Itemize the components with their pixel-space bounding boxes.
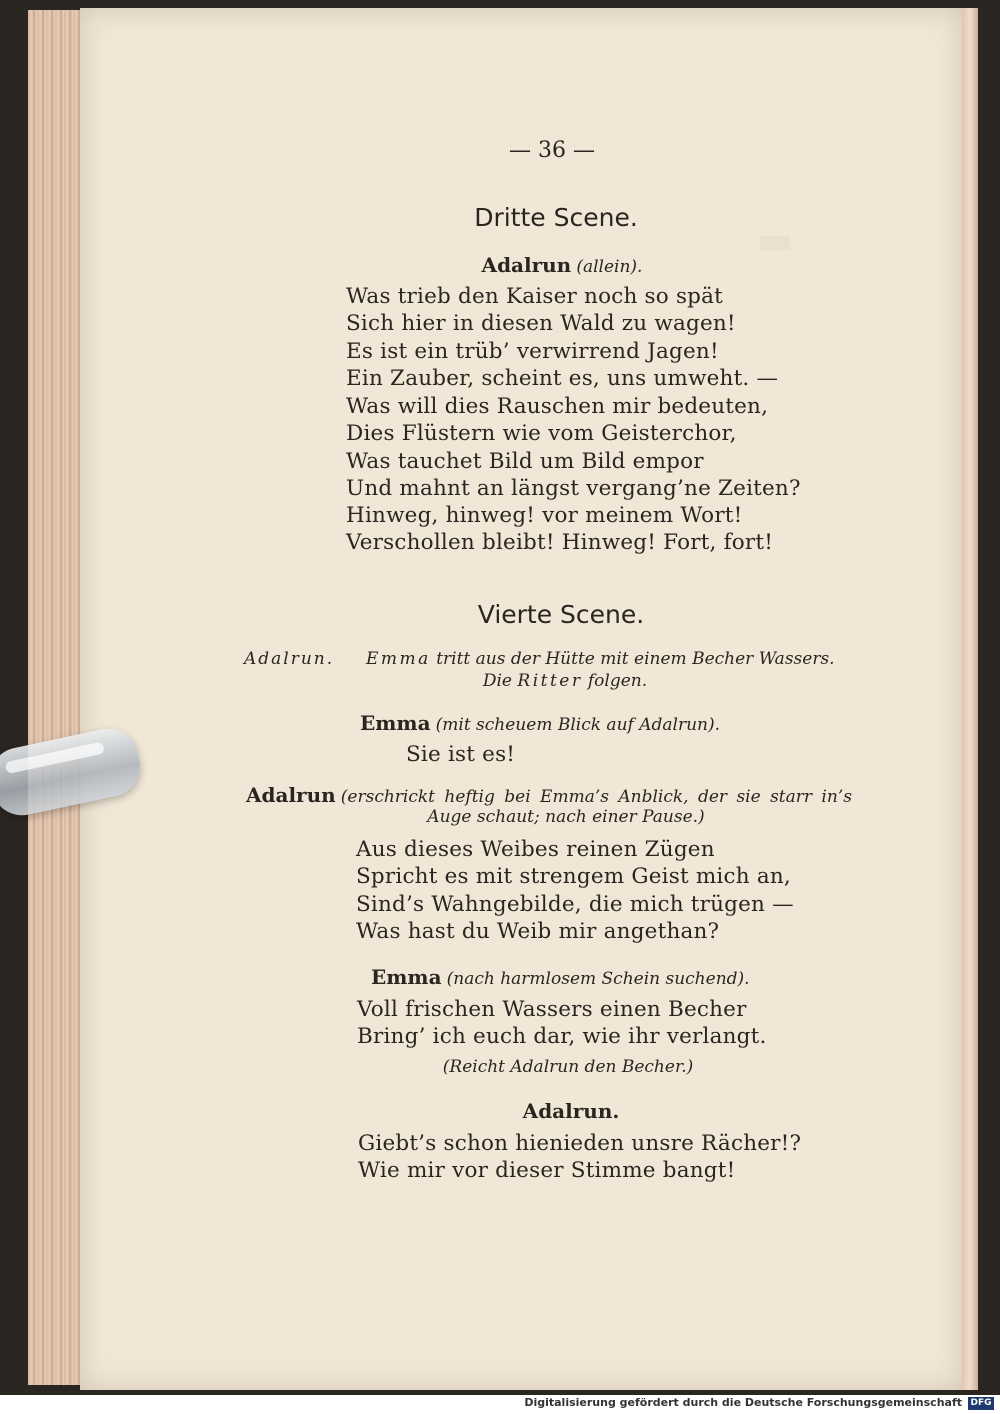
verse-line: Was tauchet Bild um Bild empor xyxy=(346,449,704,474)
verse-line: Spricht es mit strengem Geist mich an, xyxy=(356,864,791,889)
verse-line: Verschollen bleibt! Hinweg! Fort, fort! xyxy=(346,530,774,555)
verse-line: Bring’ ich euch dar, wie ihr verlangt. xyxy=(357,1024,767,1049)
verse-line: Und mahnt an längst vergang’ne Zeiten? xyxy=(346,476,801,501)
verse-line: Sind’s Wahngebilde, die mich trügen — xyxy=(356,892,794,917)
verse-line: Sie ist es! xyxy=(406,742,516,767)
verse-line: Wie mir vor dieser Stimme bangt! xyxy=(358,1158,736,1183)
clip-highlight xyxy=(5,742,105,775)
stage-direction-text: tritt aus der Hütte mit einem Becher Wassers. xyxy=(436,649,835,669)
verse-line: Was trieb den Kaiser noch so spät xyxy=(346,284,724,309)
verse-line: Ein Zauber, scheint es, uns umweht. — xyxy=(346,366,779,391)
scene-title-3: Dritte Scene. xyxy=(474,203,638,232)
footer-credit: Digitalisierung gefördert durch die Deutsche Forschungsgemeinschaft xyxy=(524,1396,962,1409)
stage-direction: (allein). xyxy=(576,257,643,277)
speaker-name: Adalrun xyxy=(246,783,336,807)
speaker-heading-emma xyxy=(360,711,720,735)
speaker-name: Emma xyxy=(371,965,442,989)
bleed-through xyxy=(760,236,790,250)
speaker-name: Emma xyxy=(360,711,431,735)
verse-line: Dies Flüstern wie vom Geisterchor, xyxy=(346,421,737,446)
stage-direction: (nach harmlosem Schein suchend). xyxy=(446,969,750,989)
stage-direction-text: Die xyxy=(482,671,512,691)
spaced-name: Emma xyxy=(366,649,431,669)
spaced-name: Ritter xyxy=(517,671,583,691)
speaker-name: Adalrun xyxy=(481,253,572,277)
speaker-heading-emma xyxy=(371,965,750,989)
verse-line: Aus dieses Weibes reinen Zügen xyxy=(356,837,715,862)
stage-direction-line-2 xyxy=(483,671,647,691)
stage-direction: (Reicht Adalrun den Becher.) xyxy=(442,1057,694,1077)
stage-direction-line-1 xyxy=(366,649,835,669)
speaker-heading-adalrun: Adalrun. xyxy=(522,1099,620,1123)
verse-line: Giebt’s schon hienieden unsre Rächer!? xyxy=(358,1131,802,1156)
scene-title-4: Vierte Scene. xyxy=(477,600,645,629)
stage-direction: (mit scheuem Blick auf Adalrun). xyxy=(435,715,721,735)
verse-line: Es ist ein trüb’ verwirrend Jagen! xyxy=(346,339,719,364)
speaker-heading-adalrun xyxy=(482,253,643,277)
stage-direction-text: folgen. xyxy=(587,671,648,691)
verse-line: Hinweg, hinweg! vor meinem Wort! xyxy=(346,503,743,528)
stage-direction: Auge schaut; nach einer Pause.) xyxy=(427,807,705,827)
stage-direction: (erschrickt heftig bei Emma’s Anblick, der sie starr in’s xyxy=(340,787,852,807)
verse-line: Was will dies Rauschen mir bedeuten, xyxy=(346,394,769,419)
margin-speaker: Adalrun. xyxy=(244,649,335,669)
verse-line: Was hast du Weib mir angethan? xyxy=(356,919,720,944)
verse-line: Sich hier in diesen Wald zu wagen! xyxy=(346,311,736,336)
page-number: — 36 — xyxy=(509,138,595,163)
speaker-heading-adalrun xyxy=(246,783,852,807)
right-page-edge xyxy=(962,8,978,1390)
dfg-logo: DFG xyxy=(968,1397,994,1410)
verse-line: Voll frischen Wassers einen Becher xyxy=(357,997,747,1022)
